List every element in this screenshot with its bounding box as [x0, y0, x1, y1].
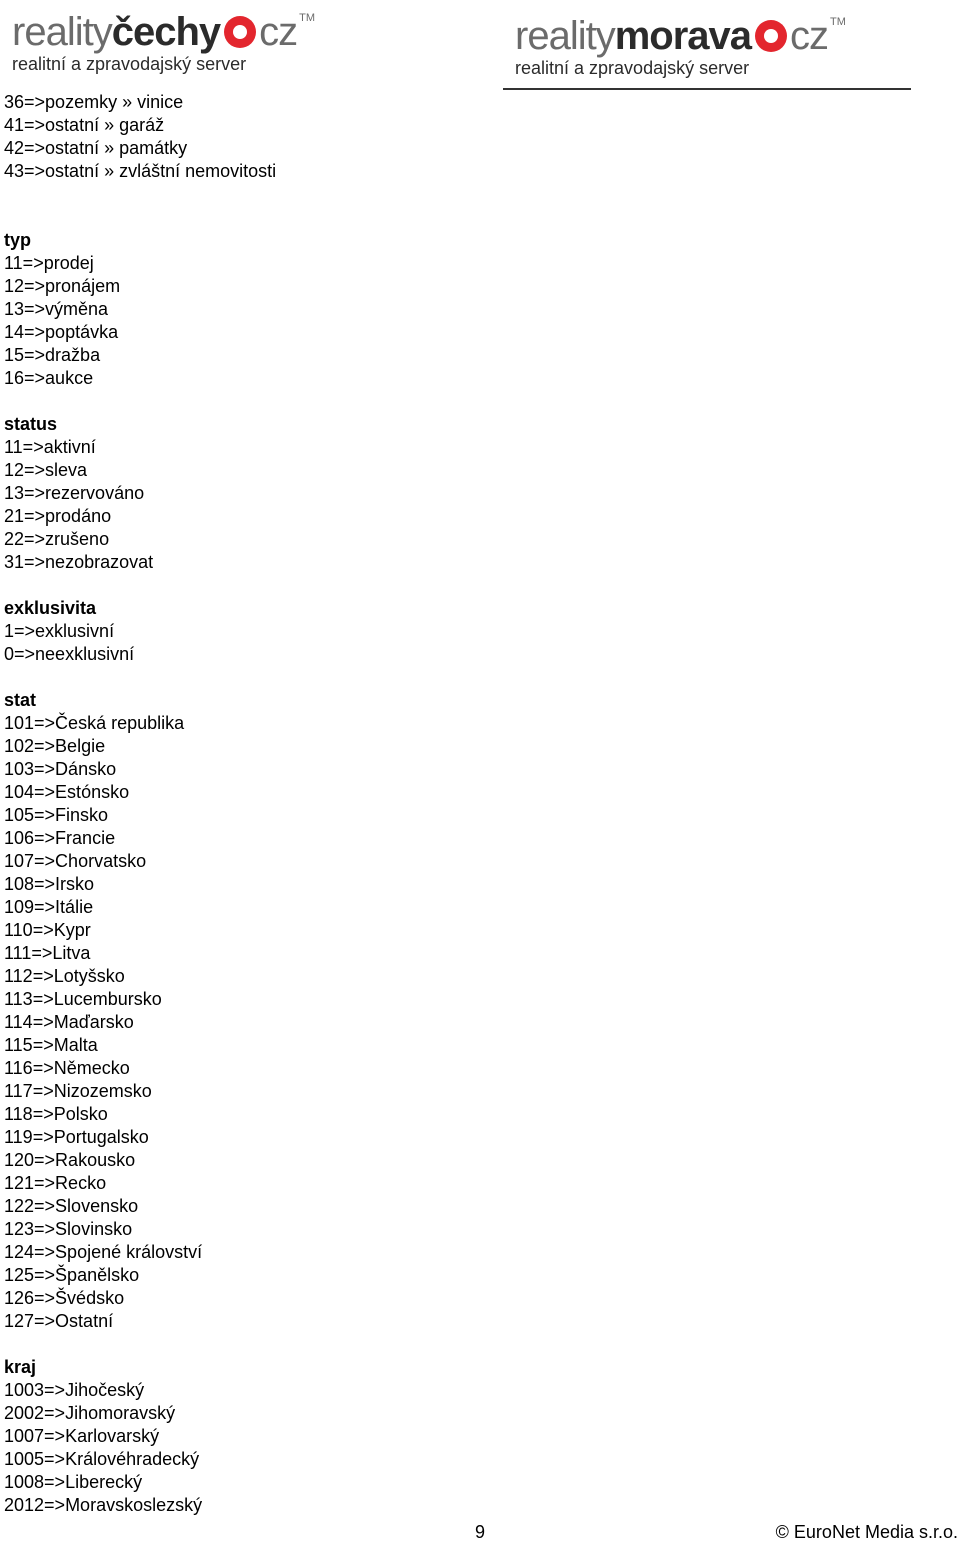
list-item: 11=>aktivní — [4, 437, 96, 457]
list-item: 16=>aukce — [4, 368, 94, 388]
list-item: 2012=>Moravskoslezský — [4, 1495, 203, 1515]
list-item: 117=>Nizozemsko — [4, 1081, 152, 1101]
logo-domain-suffix: cz — [790, 14, 829, 58]
list-item: 21=>prodáno — [4, 506, 112, 526]
list-item: 109=>Itálie — [4, 897, 94, 917]
list-item: 110=>Kypr — [4, 920, 91, 940]
section-title: status — [4, 414, 58, 434]
section-title: typ — [4, 230, 31, 250]
list-item: 114=>Maďarsko — [4, 1012, 134, 1032]
list-item: 101=>Česká republika — [4, 713, 185, 733]
list-item: 111=>Litva — [4, 943, 91, 963]
logo-realitycechy — [12, 10, 362, 75]
list-item: 125=>Španělsko — [4, 1265, 140, 1285]
list-item: 22=>zrušeno — [4, 529, 110, 549]
spacer — [4, 574, 276, 597]
list-item: 11=>prodej — [4, 253, 94, 273]
list-item: 104=>Estónsko — [4, 782, 130, 802]
logo-realitymorava — [515, 14, 915, 79]
list-item: 116=>Německo — [4, 1058, 130, 1078]
list-item: 105=>Finsko — [4, 805, 109, 825]
page-number: 9 — [475, 1522, 486, 1542]
logo-tagline: realitní a zpravodajský server — [515, 58, 750, 78]
section-title: stat — [4, 690, 37, 710]
list-item: 15=>dražba — [4, 345, 101, 365]
header-divider — [503, 88, 911, 90]
list-item: 120=>Rakousko — [4, 1150, 136, 1170]
section-stat — [4, 689, 276, 1333]
section-typ — [4, 229, 276, 390]
logo-tagline: realitní a zpravodajský server — [12, 54, 247, 74]
list-item: 119=>Portugalsko — [4, 1127, 149, 1147]
list-item: 14=>poptávka — [4, 322, 119, 342]
list-item: 106=>Francie — [4, 828, 116, 848]
spacer — [4, 666, 276, 689]
list-item: 118=>Polsko — [4, 1104, 108, 1124]
section-title: kraj — [4, 1357, 37, 1377]
list-item: 113=>Lucembursko — [4, 989, 162, 1009]
list-item: 1007=>Karlovarský — [4, 1426, 160, 1446]
logo-wordmark: realityčechy — [12, 10, 221, 54]
spacer — [4, 183, 276, 229]
list-item: 43=>ostatní » zvláštní nemovitosti — [4, 161, 277, 181]
list-item: 112=>Lotyšsko — [4, 966, 125, 986]
list-item: 1=>exklusivní — [4, 621, 115, 641]
spacer — [4, 1333, 276, 1356]
list-item: 41=>ostatní » garáž — [4, 115, 165, 135]
list-item: 1008=>Liberecký — [4, 1472, 143, 1492]
list-item: 126=>Švédsko — [4, 1288, 125, 1308]
list-item: 13=>rezervováno — [4, 483, 145, 503]
logo-domain-suffix: cz — [259, 10, 298, 54]
copyright-notice: © EuroNet Media s.r.o. — [775, 1522, 958, 1542]
list-item: 31=>nezobrazovat — [4, 552, 154, 572]
list-item: 121=>Recko — [4, 1173, 107, 1193]
list-item: 127=>Ostatní — [4, 1311, 114, 1331]
spacer — [4, 390, 276, 413]
code-list-content — [4, 91, 276, 1517]
list-item: 102=>Belgie — [4, 736, 106, 756]
section-title: exklusivita — [4, 598, 97, 618]
trademark-mark: TM — [299, 12, 316, 24]
list-item: 12=>sleva — [4, 460, 88, 480]
logo-target-icon — [755, 20, 787, 52]
list-item: 108=>Irsko — [4, 874, 95, 894]
list-item: 13=>výměna — [4, 299, 109, 319]
section-continued — [4, 91, 276, 183]
list-item: 0=>neexklusivní — [4, 644, 135, 664]
list-item: 12=>pronájem — [4, 276, 121, 296]
list-item: 115=>Malta — [4, 1035, 98, 1055]
list-item: 122=>Slovensko — [4, 1196, 139, 1216]
section-status — [4, 413, 276, 574]
list-item: 1003=>Jihočeský — [4, 1380, 145, 1400]
list-item: 123=>Slovinsko — [4, 1219, 133, 1239]
list-item: 1005=>Královéhradecký — [4, 1449, 200, 1469]
section-exklusivita — [4, 597, 276, 666]
trademark-mark: TM — [830, 16, 846, 28]
logo-target-icon — [224, 16, 256, 48]
list-item: 36=>pozemky » vinice — [4, 92, 184, 112]
logo-wordmark: realitymorava — [515, 14, 752, 58]
list-item: 42=>ostatní » památky — [4, 138, 188, 158]
section-kraj — [4, 1356, 276, 1517]
list-item: 2002=>Jihomoravský — [4, 1403, 176, 1423]
list-item: 103=>Dánsko — [4, 759, 117, 779]
list-item: 107=>Chorvatsko — [4, 851, 147, 871]
list-item: 124=>Spojené království — [4, 1242, 203, 1262]
